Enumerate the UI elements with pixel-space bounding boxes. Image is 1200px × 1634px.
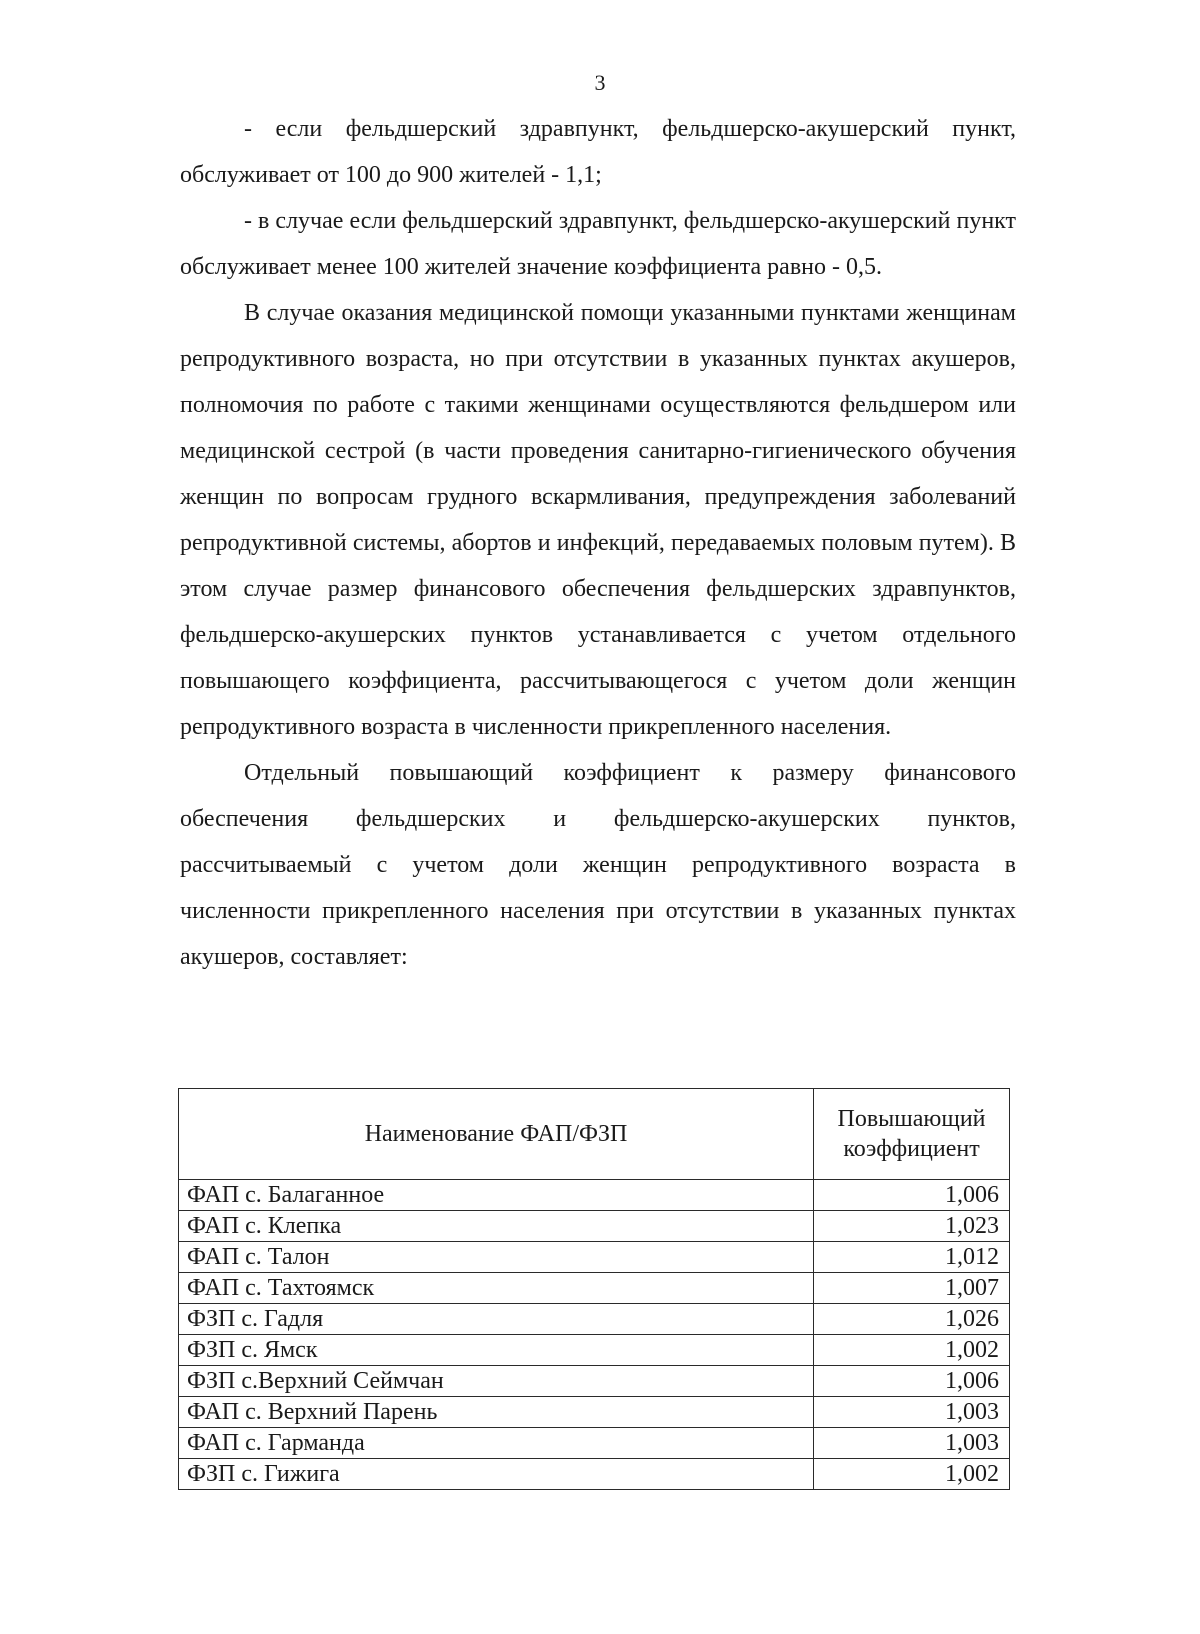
table-header-row [179, 1089, 1010, 1180]
table-row [179, 1242, 1010, 1273]
coefficient-table [178, 1088, 1010, 1490]
row-coefficient: 1,026 [814, 1304, 1010, 1335]
header-coefficient-line1: Повышающий [837, 1106, 986, 1132]
row-coefficient: 1,012 [814, 1242, 1010, 1273]
row-name: ФЗП с. Гадля [179, 1304, 814, 1335]
table-row [179, 1211, 1010, 1242]
row-name: ФАП с. Балаганное [179, 1180, 814, 1211]
paragraph-coefficient-under-100: - в случае если фельдшерский здравпункт, фельдшерско-акушерский пункт обслуживает менее 100 жителей значение коэффициента равно - 0,5. [180, 208, 1016, 280]
table-row [179, 1397, 1010, 1428]
row-name: ФЗП с. Гижига [179, 1459, 814, 1490]
table-row [179, 1304, 1010, 1335]
row-coefficient: 1,023 [814, 1211, 1010, 1242]
row-coefficient: 1,006 [814, 1366, 1010, 1397]
row-coefficient: 1,002 [814, 1335, 1010, 1366]
row-name: ФАП с. Верхний Парень [179, 1397, 814, 1428]
row-name: ФАП с. Гарманда [179, 1428, 814, 1459]
row-name: ФАП с. Клепка [179, 1211, 814, 1242]
table-row [179, 1366, 1010, 1397]
table-row [179, 1335, 1010, 1366]
table-row [179, 1273, 1010, 1304]
page-number: 3 [594, 70, 606, 95]
header-name: Наименование ФАП/ФЗП [179, 1089, 814, 1180]
table-row [179, 1180, 1010, 1211]
row-name: ФАП с. Тахтоямск [179, 1273, 814, 1304]
row-name: ФЗП с.Верхний Сеймчан [179, 1366, 814, 1397]
paragraph-coefficient-100-900: - если фельдшерский здравпункт, фельдшерско-акушерский пункт, обслуживает от 100 до 900 жителей - 1,1; [180, 116, 1016, 188]
row-coefficient: 1,003 [814, 1397, 1010, 1428]
row-coefficient: 1,003 [814, 1428, 1010, 1459]
header-coefficient-line2: коэффициент [843, 1136, 980, 1162]
document-body [180, 106, 1016, 980]
paragraph-reproductive-age-women: В случае оказания медицинской помощи указанными пунктами женщинам репродуктивного возраста, но при отсутствии в указанных пунктах акушеров, полномочия по работе с такими женщинами осуществляются фельдшером или медицинской сестрой (в части проведения санитарно-гигиенического обучения женщин по вопросам грудного вскармливания, предупреждения заболеваний репродуктивной системы, абортов и инфекций, передаваемых половым путем). В этом случае размер финансового обеспечения фельдшерских здравпунктов, фельдшерско-акушерских пунктов устанавливается с учетом отдельного повышающего коэффициента, рассчитывающегося с учетом доли женщин репродуктивного возраста в численности прикрепленного населения. [180, 300, 1016, 740]
row-name: ФЗП с. Ямск [179, 1335, 814, 1366]
row-coefficient: 1,002 [814, 1459, 1010, 1490]
table-row [179, 1428, 1010, 1459]
table-row [179, 1459, 1010, 1490]
row-coefficient: 1,006 [814, 1180, 1010, 1211]
paragraph-separate-coefficient: Отдельный повышающий коэффициент к размеру финансового обеспечения фельдшерских и фельдшерско-акушерских пунктов, рассчитываемый с учетом доли женщин репродуктивного возраста в численности прикрепленного населения при отсутствии в указанных пунктах акушеров, составляет: [180, 760, 1016, 970]
row-name: ФАП с. Талон [179, 1242, 814, 1273]
header-coefficient [814, 1089, 1010, 1180]
row-coefficient: 1,007 [814, 1273, 1010, 1304]
